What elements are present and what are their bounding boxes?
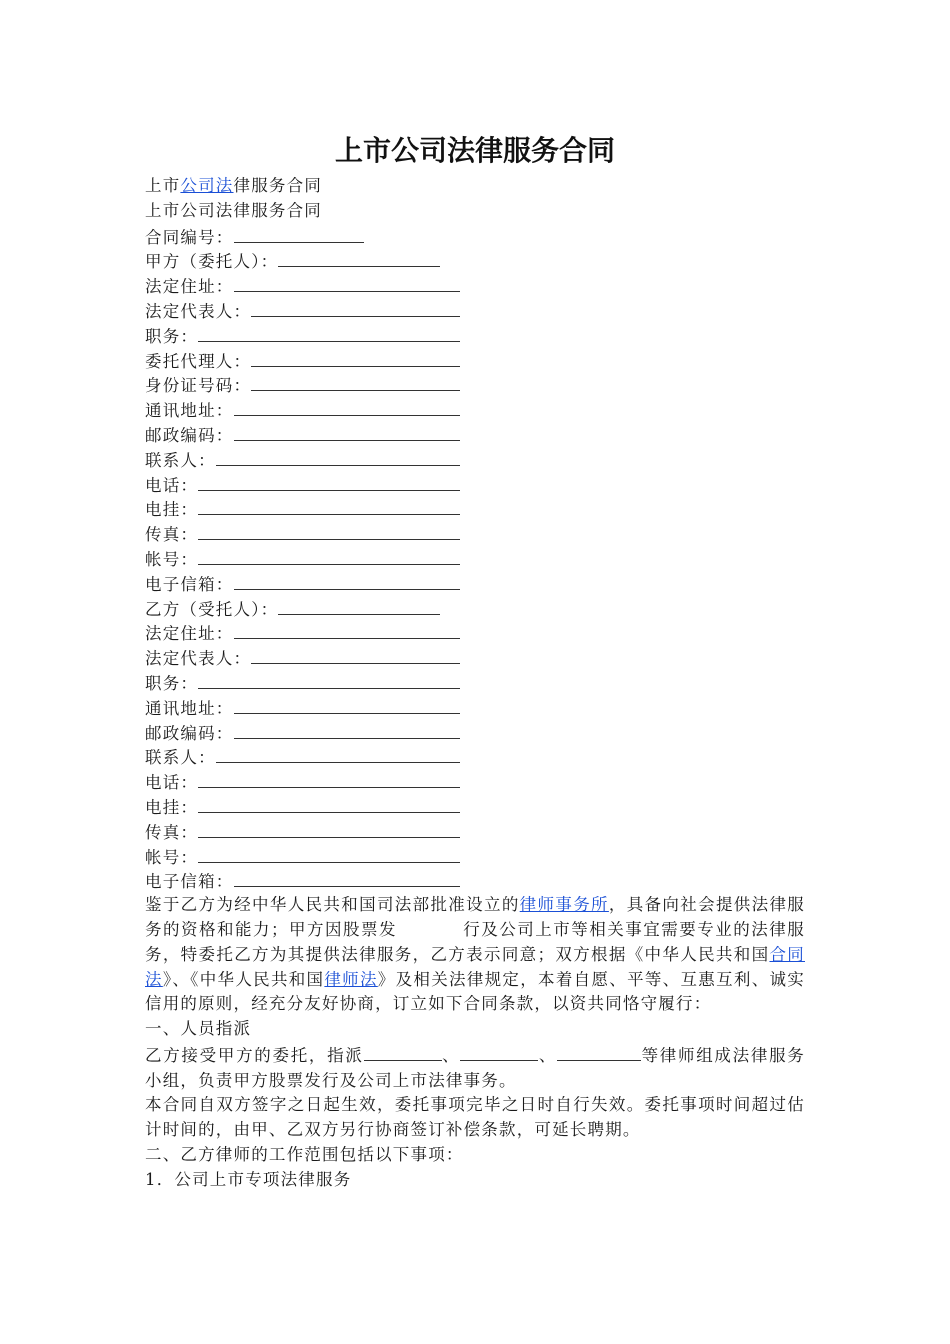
party-b-field-label: 通讯地址： [145,698,234,718]
assign-text-pre: 乙方接受甲方的委托，指派 [145,1045,364,1065]
section-1-heading: 一、人员指派 [145,1019,252,1039]
party-b-field [145,844,805,869]
party-a-field-blank [234,571,461,590]
contract-number-field [145,224,805,249]
assign-text-post: 等律师组成法律服务小组，负责甲方股票发行及公司上市法律事务。 [145,1045,805,1090]
party-b-section [145,596,805,894]
lawyers-law-link[interactable]: 律师法 [324,969,378,989]
company-law-link[interactable]: 公司法 [180,176,234,195]
party-a-field [145,571,805,596]
party-a-field-label: 身份证号码： [145,376,252,396]
party-b-field [145,819,805,844]
party-a-field [145,521,805,546]
party-b-field-blank [234,620,461,639]
party-b-field [145,645,805,670]
party-a-field [145,298,805,323]
contract-number-label: 合同编号： [145,227,234,247]
heading-line-2: 上市公司法律服务合同 [145,200,322,220]
party-a-field-blank [198,472,460,491]
party-a-field-label: 电话： [145,475,199,495]
party-b-field-label: 法定代表人： [145,649,252,669]
party-b-field [145,794,805,819]
party-a-field [145,422,805,447]
party-b-field-label: 帐号： [145,847,199,867]
party-a-field-blank [198,323,460,342]
party-b-field [145,744,805,769]
heading-post: 律服务合同 [233,176,323,195]
assign-sep-1: 、 [441,1045,461,1065]
party-b-field [145,769,805,794]
party-a-field-label: 电挂： [145,500,199,520]
party-b-field-blank [216,744,460,763]
party-a-field-label: 职务： [145,326,199,346]
party-b-field-label: 法定住址： [145,624,234,644]
party-a-field-blank [251,348,460,367]
party-a-field-blank [234,422,461,441]
party-b-title-field [145,596,805,621]
party-b-title: 乙方（受托人）： [145,599,279,619]
party-a-field-label: 电子信箱： [145,574,234,594]
party-b-field-label: 职务： [145,673,199,693]
party-a-field-label: 法定住址： [145,277,234,297]
party-a-field-blank [198,521,460,540]
party-a-field-label: 邮政编码： [145,425,234,445]
party-a-field-blank [251,372,460,391]
party-a-section [145,248,805,595]
contract-law-link[interactable]: 合同法 [145,944,805,989]
party-b-field-blank [234,695,461,714]
law-firm-link[interactable]: 律师事务所 [519,895,609,915]
party-a-blank [278,248,440,267]
party-b-field-blank [198,794,460,813]
party-a-field [145,397,805,422]
party-a-field [145,472,805,497]
section-1-paragraph-2: 本合同自双方签字之日起生效，委托事项完毕之日时自行失效。委托事项时间超过估计时间的，由甲、乙双方另行协商签订补偿条款，可延长聘期。 [145,1095,805,1140]
contract-number-blank [234,224,364,243]
party-b-field-label: 传真： [145,822,199,842]
party-a-field-label: 帐号： [145,549,199,569]
party-a-field-label: 传真： [145,525,199,545]
party-b-field-blank [198,670,460,689]
party-b-field-blank [251,645,460,664]
heading-line-1 [145,174,805,199]
section-2-heading: 二、乙方律师的工作范围包括以下事项： [145,1145,464,1165]
heading-pre: 上市 [145,176,181,195]
party-b-field-blank [234,868,461,887]
party-b-field-label: 电子信箱： [145,872,234,892]
preamble-text-4: 》、《中华人民共和国 [162,969,325,989]
preamble-text-1: 鉴于乙方为经中华人民共和国司法部批准设立的 [145,895,520,915]
party-b-field [145,695,805,720]
party-a-field [145,447,805,472]
party-b-field-blank [198,844,460,863]
party-b-field-label: 邮政编码： [145,723,234,743]
lawyer-blank-3 [557,1042,641,1061]
document-title: 上市公司法律服务合同 [334,134,615,167]
lawyer-blank-2 [460,1042,538,1061]
preamble-text-3: 行及公司上市等相关事宜需要专业的法律服务，特委托乙方为其提供法律服务，乙方表示同意；双方根据《中华人民共和国 [145,919,805,964]
party-a-field [145,348,805,373]
section-1-paragraph-1 [145,1042,805,1094]
party-a-field-label: 联系人： [145,450,216,470]
party-b-field [145,868,805,893]
party-b-blank [278,596,440,615]
party-a-field-label: 法定代表人： [145,301,252,321]
party-a-field-label: 通讯地址： [145,401,234,421]
party-a-field-blank [216,447,460,466]
party-a-title: 甲方（委托人）： [145,252,279,272]
party-a-field-blank [198,496,460,515]
party-a-field-blank [234,273,461,292]
party-a-field-blank [234,397,461,416]
party-a-field [145,323,805,348]
assign-sep-2: 、 [538,1045,558,1065]
document-body [145,174,805,1193]
party-b-field-label: 联系人： [145,748,216,768]
party-b-field [145,620,805,645]
preamble-text-5: 》及相关法律规定，本着自愿、平等、互惠互利、诚实信用的原则，经充分友好协商，订立如下合同条款，以资共同恪守履行： [145,969,806,1014]
party-a-field [145,273,805,298]
party-b-field [145,720,805,745]
lawyer-blank-1 [364,1042,442,1061]
party-a-field-blank [198,546,460,565]
party-b-field [145,670,805,695]
party-a-field-blank [251,298,460,317]
party-a-title-field [145,248,805,273]
party-a-field [145,372,805,397]
party-a-field [145,496,805,521]
party-a-field [145,546,805,571]
party-b-field-label: 电挂： [145,797,199,817]
party-b-field-blank [234,720,461,739]
preamble-paragraph [145,893,805,1017]
item-1: 1．公司上市专项法律服务 [145,1169,352,1189]
party-b-field-blank [198,819,460,838]
preamble-text-2: ，具备向社会提供法律服务的资格和能力；甲方因股票发 [145,895,806,939]
party-a-field-label: 委托代理人： [145,351,252,371]
party-b-field-label: 电话： [145,773,199,793]
party-b-field-blank [198,769,460,788]
